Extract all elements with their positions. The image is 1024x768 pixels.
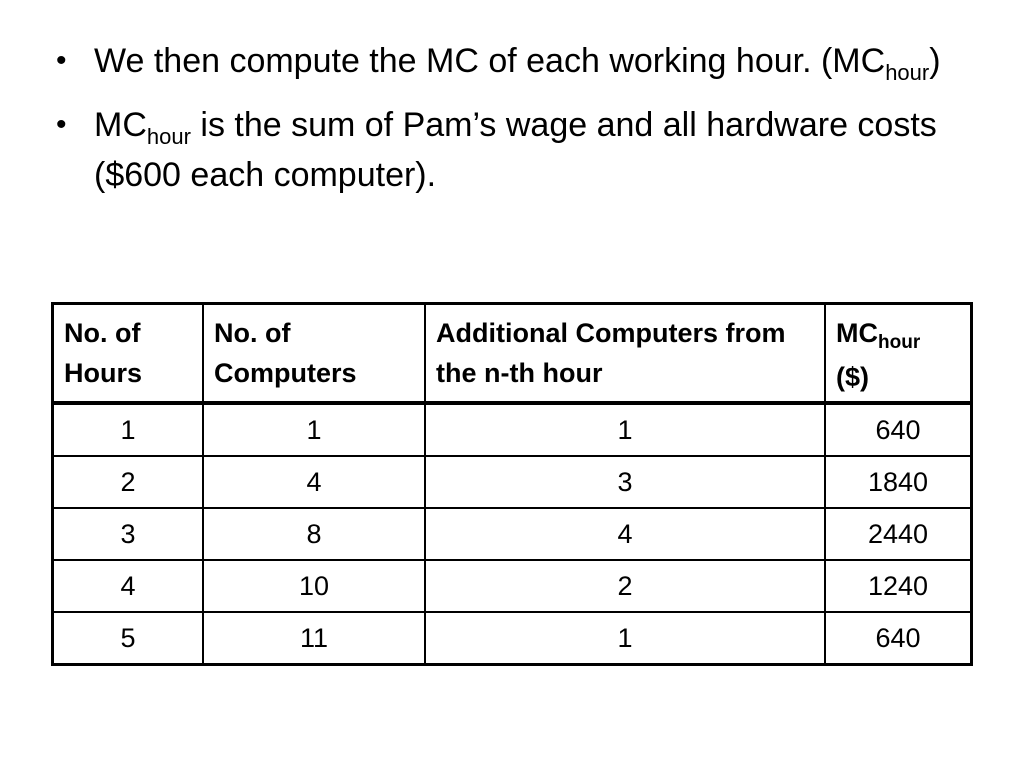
cell-computers: 10 xyxy=(203,560,425,612)
bullet-1-text: We then compute the MC of each working hour. (MC xyxy=(94,42,886,80)
cell-mc: 2440 xyxy=(825,508,972,560)
bullet-2-subscript: hour xyxy=(146,124,191,149)
cell-computers: 4 xyxy=(203,456,425,508)
cell-computers: 11 xyxy=(203,612,425,665)
cell-hours: 2 xyxy=(53,456,204,508)
header-mc-hour xyxy=(825,304,972,404)
cell-computers: 1 xyxy=(203,403,425,456)
cell-mc: 1240 xyxy=(825,560,972,612)
table-header-row xyxy=(53,304,972,404)
bullet-1-subscript: hour xyxy=(885,60,930,85)
cell-mc: 640 xyxy=(825,403,972,456)
bullet-2-text: MC xyxy=(94,106,147,144)
header-computers: No. of Computers xyxy=(203,304,425,404)
header-additional-computers: Additional Computers from the n-th hour xyxy=(425,304,825,404)
cell-mc: 640 xyxy=(825,612,972,665)
header-hours: No. of Hours xyxy=(53,304,204,404)
table-row xyxy=(53,456,972,508)
bullet-item-2 xyxy=(54,102,974,198)
bullet-icon: • xyxy=(56,44,67,77)
cell-hours: 4 xyxy=(53,560,204,612)
cell-hours: 1 xyxy=(53,403,204,456)
bullet-list xyxy=(54,38,974,212)
bullet-item-1 xyxy=(54,38,974,88)
table-row xyxy=(53,612,972,665)
cell-additional: 4 xyxy=(425,508,825,560)
bullet-2-text-end: is the sum of Pam’s wage and all hardware costs ($600 each computer). xyxy=(94,106,937,194)
cell-additional: 3 xyxy=(425,456,825,508)
header-mc-prefix: MC xyxy=(836,318,878,348)
cell-hours: 5 xyxy=(53,612,204,665)
cell-mc: 1840 xyxy=(825,456,972,508)
table-row xyxy=(53,403,972,456)
cell-additional: 1 xyxy=(425,612,825,665)
table-row xyxy=(53,508,972,560)
cell-computers: 8 xyxy=(203,508,425,560)
cell-hours: 3 xyxy=(53,508,204,560)
cell-additional: 1 xyxy=(425,403,825,456)
header-mc-subscript: hour xyxy=(878,332,921,353)
cell-additional: 2 xyxy=(425,560,825,612)
bullet-1-text-end: ) xyxy=(929,42,941,80)
bullet-icon: • xyxy=(56,108,67,141)
header-mc-suffix: ($) xyxy=(836,362,869,392)
table-row xyxy=(53,560,972,612)
mc-table xyxy=(51,302,973,666)
